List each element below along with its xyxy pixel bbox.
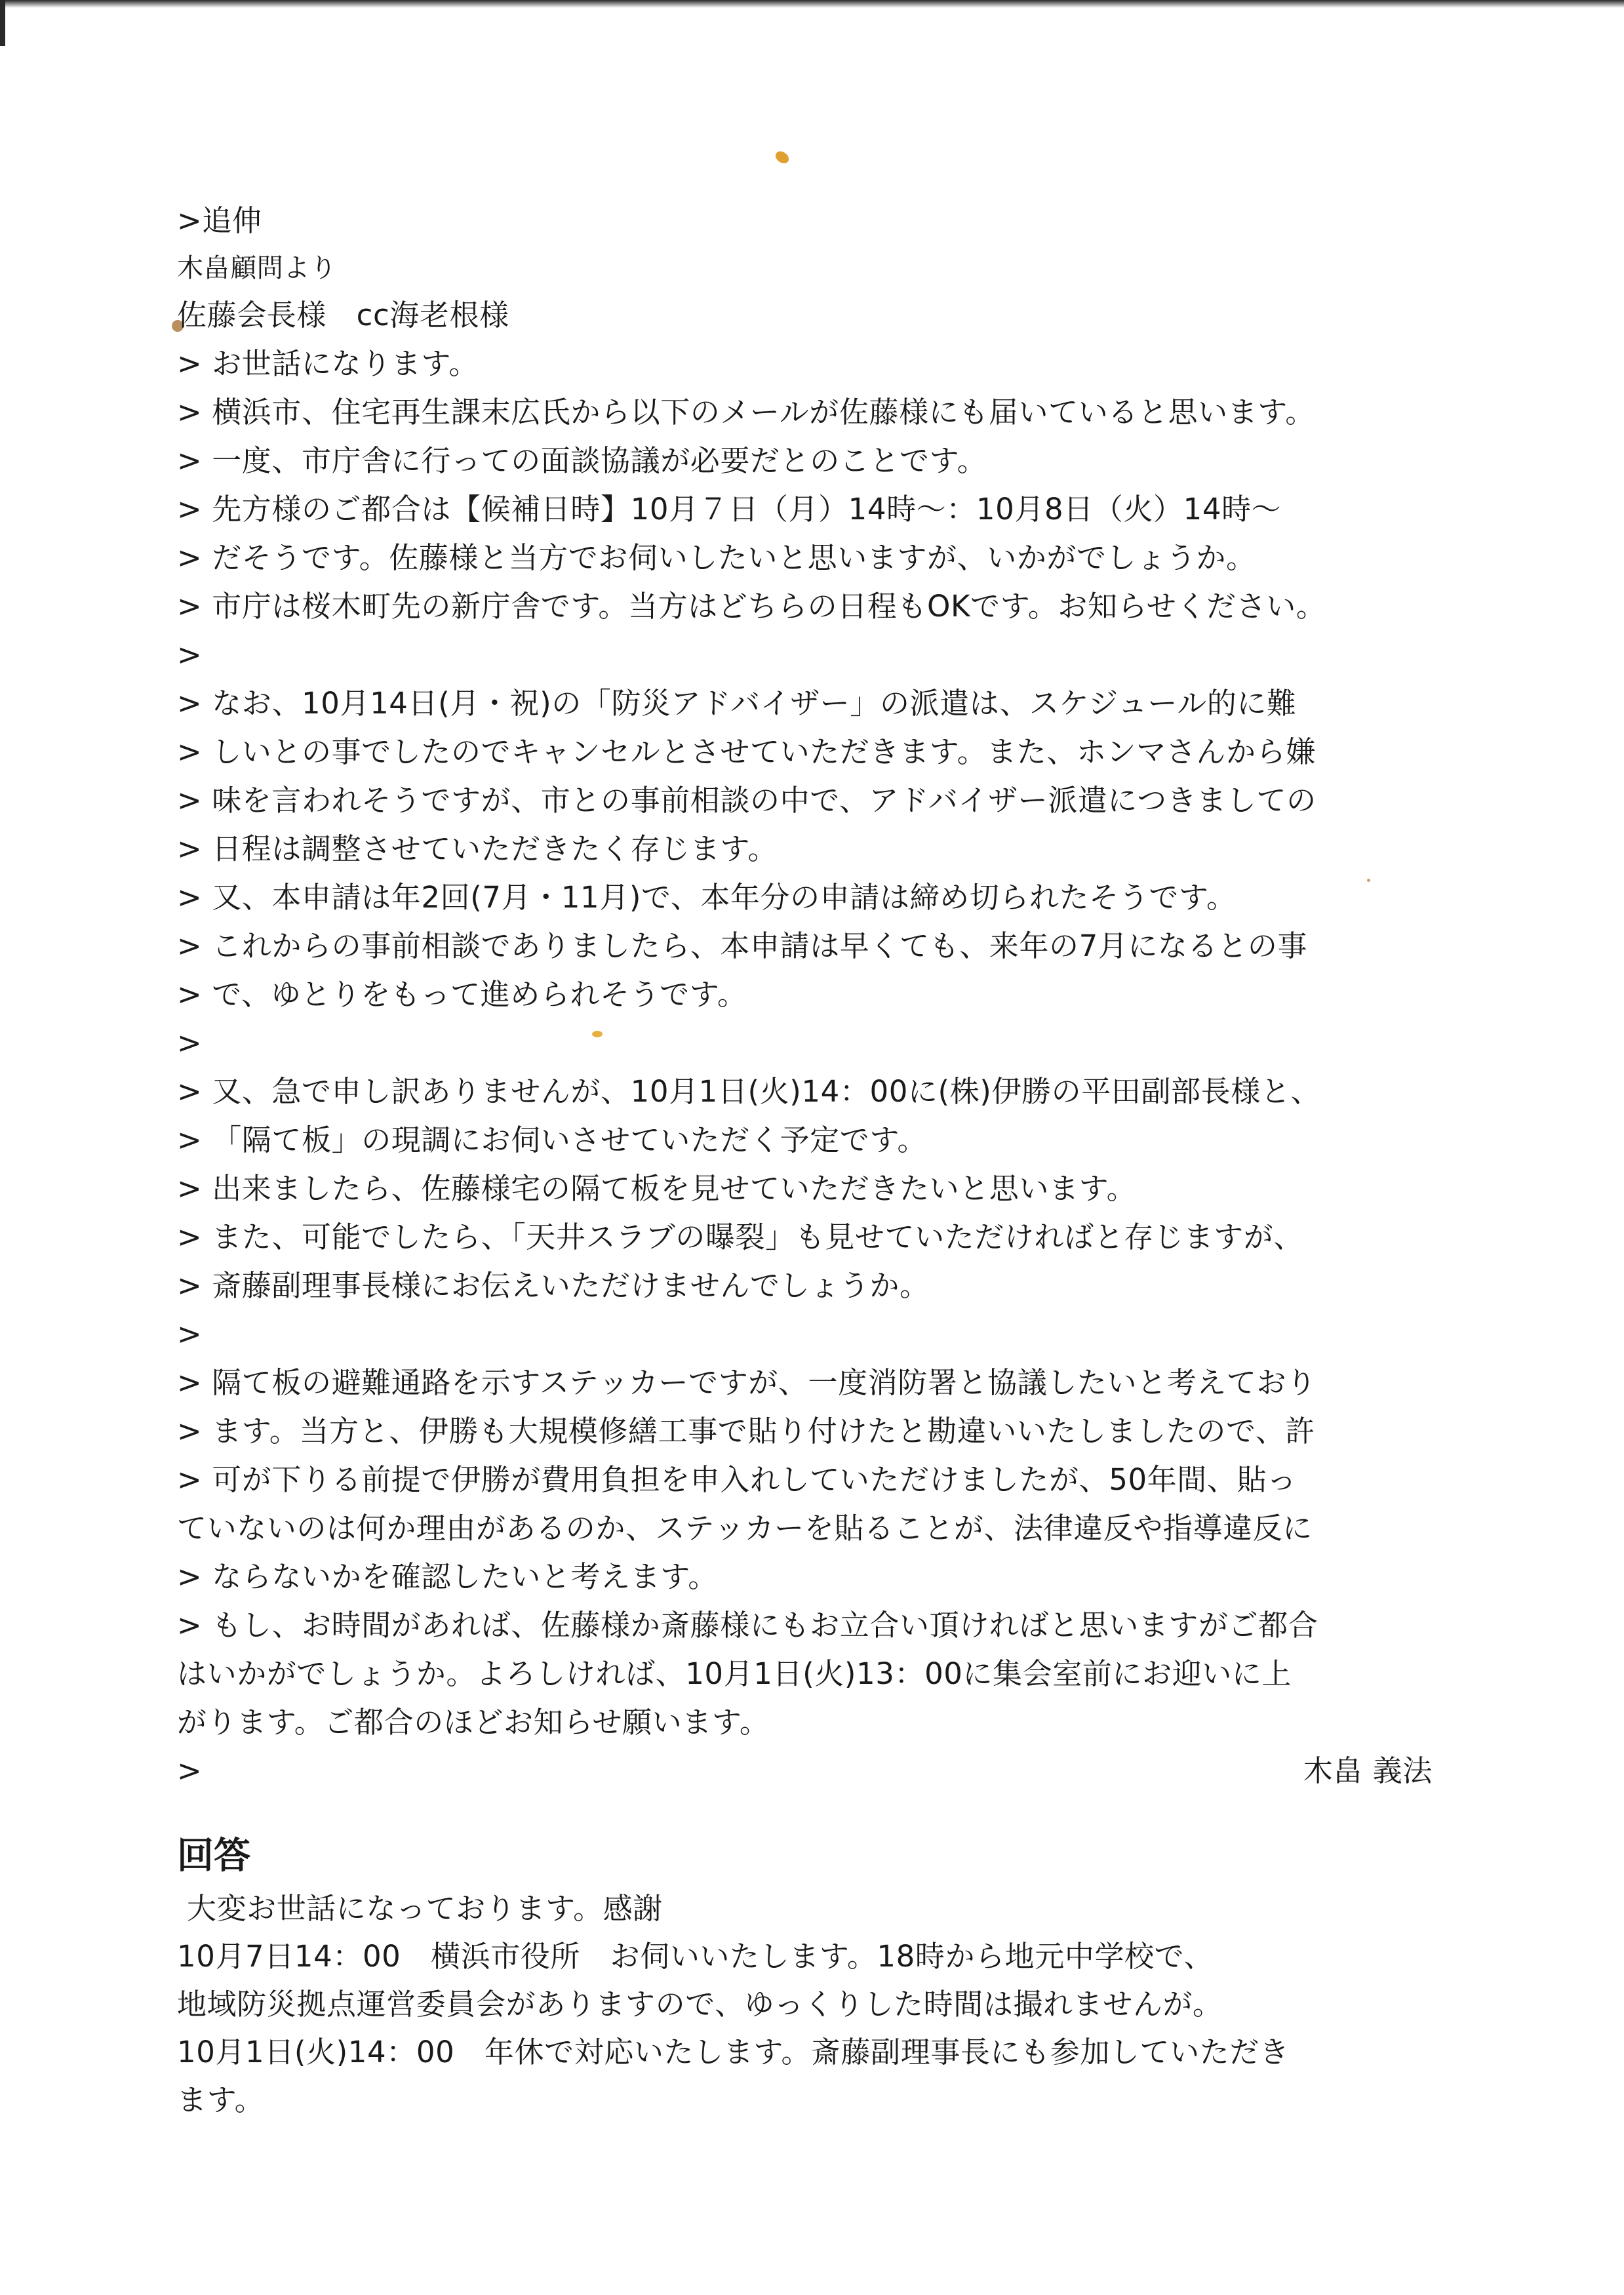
stain-mark (773, 149, 791, 166)
letter-line: > しいとの事でしたのでキャンセルとさせていただきます。また、ホンマさんから嫌 (177, 734, 1316, 769)
letter-line: > 又、本申請は年2回(7月・11月)で、本年分の申請は締め切られたそうです。 (177, 880, 1237, 915)
letter-line: > 市庁は桜木町先の新庁舎です。当方はどちらの日程もOKです。お知らせください。 (177, 589, 1326, 624)
letter-line: がります。ご都合のほどお知らせ願います。 (177, 1705, 770, 1740)
letter-line: > 横浜市、住宅再生課末広氏から以下のメールが佐藤様にも届いていると思います。 (177, 395, 1315, 429)
letter-line: > 先方様のご都合は【候補日時】10月７日（月）14時～：10月8日（火）14時～ (177, 492, 1282, 527)
document-page (177, 197, 1446, 2124)
answer-line: 地域防災拠点運営委員会がありますので、ゆっくりした時間は撮れませんが。 (177, 1987, 1223, 2022)
answer-line: 10月7日14：00 横浜市役所 お伺いいたします。18時から地元中学校で、 (177, 1939, 1214, 1974)
letter-line: > 味を言われそうですが、市との事前相談の中で、アドバイザー派遣につきましての (177, 783, 1317, 818)
letter-line: > 隔て板の避難通路を示すステッカーですが、一度消防署と協議したいと考えており (177, 1365, 1317, 1400)
letter-line: > ます。当方と、伊勝も大規模修繕工事で貼り付けたと勘違いいたしましたので、許 (177, 1414, 1315, 1448)
letter-line: > (177, 1026, 203, 1060)
letter-line: > (177, 1317, 203, 1351)
answer-line: 10月1日(火)14：00 年休で対応いたします。斎藤副理事長にも参加していただき (177, 2035, 1290, 2069)
signature: 木畠 義法 (1303, 1753, 1433, 1788)
letter-line: 木畠顧問より (177, 253, 337, 283)
letter-line: 佐藤会長様 cc海老根様 (177, 298, 509, 332)
letter-line: ていないのは何か理由があるのか、ステッカーを貼ることが、法律違反や指導違反に (177, 1511, 1313, 1546)
letter-line: はいかがでしょうか。よろしければ、10月1日(火)13：00に集会室前にお迎いに上 (177, 1656, 1292, 1691)
letter-line: > (177, 1753, 203, 1788)
letter-line: > もし、お時間があれば、佐藤様か斎藤様にもお立合い頂ければと思いますがご都合 (177, 1608, 1318, 1643)
answer-heading: 回答 (177, 1835, 250, 1877)
letter-line: > 又、急で申し訳ありませんが、10月1日(火)14：00に(株)伊勝の平田副部長様と、 (177, 1074, 1321, 1109)
letter-line: > 「隔て板」の現調にお伺いさせていただく予定です。 (177, 1123, 928, 1157)
letter-line: > ならないかを確認したいと考えます。 (177, 1559, 718, 1594)
letter-line: > だそうです。佐藤様と当方でお伺いしたいと思いますが、いかがでしょうか。 (177, 540, 1256, 575)
answer-line: 大変お世話になっております。感謝 (177, 1891, 663, 1926)
letter-line: > 日程は調整させていただきたく存じます。 (177, 831, 778, 866)
letter-line: > これからの事前相談でありましたら、本申請は早くても、来年の7月になるとの事 (177, 928, 1308, 963)
letter-line: > お世話になります。 (177, 346, 479, 381)
answer-section (177, 1828, 1446, 2124)
letter-line: >追伸 (177, 203, 262, 238)
letter-line: > 斎藤副理事長様にお伝えいただけませんでしょうか。 (177, 1268, 930, 1303)
scan-left-edge (0, 0, 5, 46)
letter-line: > (177, 637, 203, 672)
letter-line: > なお、10月14日(月・祝)の「防災アドバイザー」の派遣は、スケジュール的に難 (177, 686, 1297, 721)
letter-line: > また、可能でしたら、「天井スラブの曝裂」も見せていただければと存じますが、 (177, 1220, 1303, 1254)
letter-line: > 可が下りる前提で伊勝が費用負担を申入れしていただけましたが、50年間、貼っ (177, 1462, 1297, 1497)
letter-line: > 一度、市庁舎に行っての面談協議が必要だとのことです。 (177, 443, 987, 478)
quoted-letter (177, 197, 1446, 1795)
letter-line: > で、ゆとりをもって進められそうです。 (177, 977, 747, 1012)
scan-top-edge (0, 0, 1624, 8)
letter-line: > 出来ましたら、佐藤様宅の隔て板を見せていただきたいと思います。 (177, 1171, 1137, 1206)
answer-line: ます。 (177, 2083, 265, 2117)
